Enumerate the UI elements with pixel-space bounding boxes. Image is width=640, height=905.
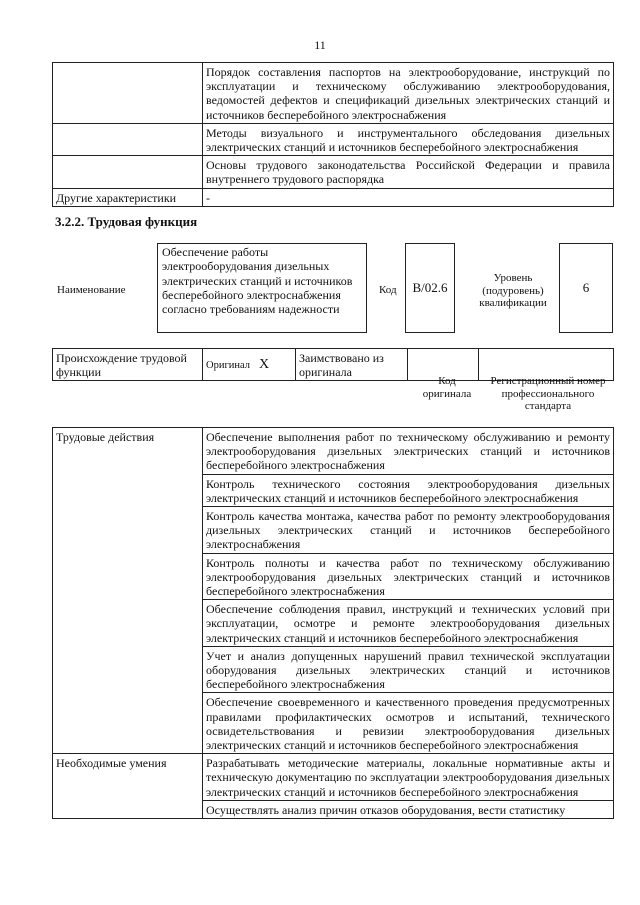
table-cell-right: Основы трудового законодательства Российской Федерации и правила внутреннего трудового распорядка bbox=[203, 156, 614, 188]
name-value: Обеспечение работы электрооборудования дизельных электрических станций и источников бесперебойного электроснабжения согласно требованиям надежности bbox=[162, 245, 353, 317]
reg-caption: Регистрационный номер профессионального стандарта bbox=[490, 375, 606, 412]
section-label: Трудовые действия bbox=[53, 428, 203, 754]
code-caption: Код оригинала bbox=[422, 375, 472, 400]
table-row bbox=[53, 63, 614, 124]
table-row bbox=[53, 754, 614, 801]
table-cell: Осуществлять анализ причин отказов оборудования, вести статистику bbox=[203, 800, 614, 818]
table-cell-left bbox=[53, 63, 203, 124]
table-cell: Обеспечение своевременного и качественного проведения предусмотренных правилами профилактических осмотров и испытаний, технического освидетельствования и ревизии электрооборудования дизельных электрических станций и источников бесперебойного электроснабжения bbox=[203, 693, 614, 754]
table-cell-right: Методы визуального и инструментального обследования дизельных электрических станций и источников бесперебойного электроснабжения bbox=[203, 123, 614, 155]
top-table bbox=[52, 62, 614, 207]
level-label: Уровень (подуровень) квалификации bbox=[479, 272, 547, 309]
name-label: Наименование bbox=[57, 284, 126, 296]
code-label: Код bbox=[379, 284, 397, 296]
table-cell-left bbox=[53, 156, 203, 188]
table-row bbox=[53, 428, 614, 475]
table-row bbox=[53, 156, 614, 188]
level-box bbox=[559, 243, 613, 333]
table-cell-right: - bbox=[203, 188, 614, 206]
table-cell: Разрабатывать методические материалы, локальные нормативные акты и техническую документацию по эксплуатации электрооборудования дизельных электрических станций и источников бесперебойного электроснабжения bbox=[203, 754, 614, 801]
level-value: 6 bbox=[582, 280, 590, 295]
table-cell: Контроль полноты и качества работ по техническому обслуживанию электрооборудования дизельных электрических станций и источников бесперебойного электроснабжения bbox=[203, 553, 614, 600]
original-cell bbox=[203, 349, 296, 381]
code-value: B/02.6 bbox=[412, 280, 448, 295]
table-cell: Контроль технического состояния электрооборудования дизельных электрических станций и источников бесперебойного электроснабжения bbox=[203, 474, 614, 506]
original-mark: X bbox=[259, 357, 270, 373]
table-cell: Обеспечение выполнения работ по техническому обслуживанию и ремонту электрооборудования дизельных электрических станций и источников бесперебойного электроснабжения bbox=[203, 428, 614, 475]
table-cell: Контроль качества монтажа, качества работ по ремонту электрооборудования дизельных электрических станций и источников бесперебойного электроснабжения bbox=[203, 507, 614, 554]
code-box bbox=[405, 243, 455, 333]
table-cell-left: Другие характеристики bbox=[53, 188, 203, 206]
table-cell: Обеспечение соблюдения правил, инструкций и технических условий при эксплуатации, осмотре и ремонте электрооборудования дизельных электрических станций и источников бесперебойного электроснабжения bbox=[203, 600, 614, 647]
table-cell: Учет и анализ допущенных нарушений правил технической эксплуатации оборудования дизельных электрических станций и источников бесперебойного электроснабжения bbox=[203, 646, 614, 693]
page-number: 11 bbox=[314, 38, 326, 52]
table-cell-left bbox=[53, 123, 203, 155]
original-label: Оригинал bbox=[206, 360, 250, 372]
origin-label: Происхождение трудовой функции bbox=[53, 349, 203, 381]
section-label: Необходимые умения bbox=[53, 754, 203, 819]
main-table bbox=[52, 427, 614, 819]
name-box bbox=[157, 243, 367, 333]
table-row bbox=[53, 188, 614, 206]
section-title: 3.2.2. Трудовая функция bbox=[55, 214, 198, 229]
table-row bbox=[53, 123, 614, 155]
borrowed-label: Заимствовано из оригинала bbox=[296, 349, 408, 381]
table-cell-right: Порядок составления паспортов на электрооборудование, инструкций по эксплуатации и техническому обслуживанию электрооборудования, ведомостей дефектов и спецификаций дизельных электрических станций и источников бесперебойного электроснабжения bbox=[203, 63, 614, 124]
